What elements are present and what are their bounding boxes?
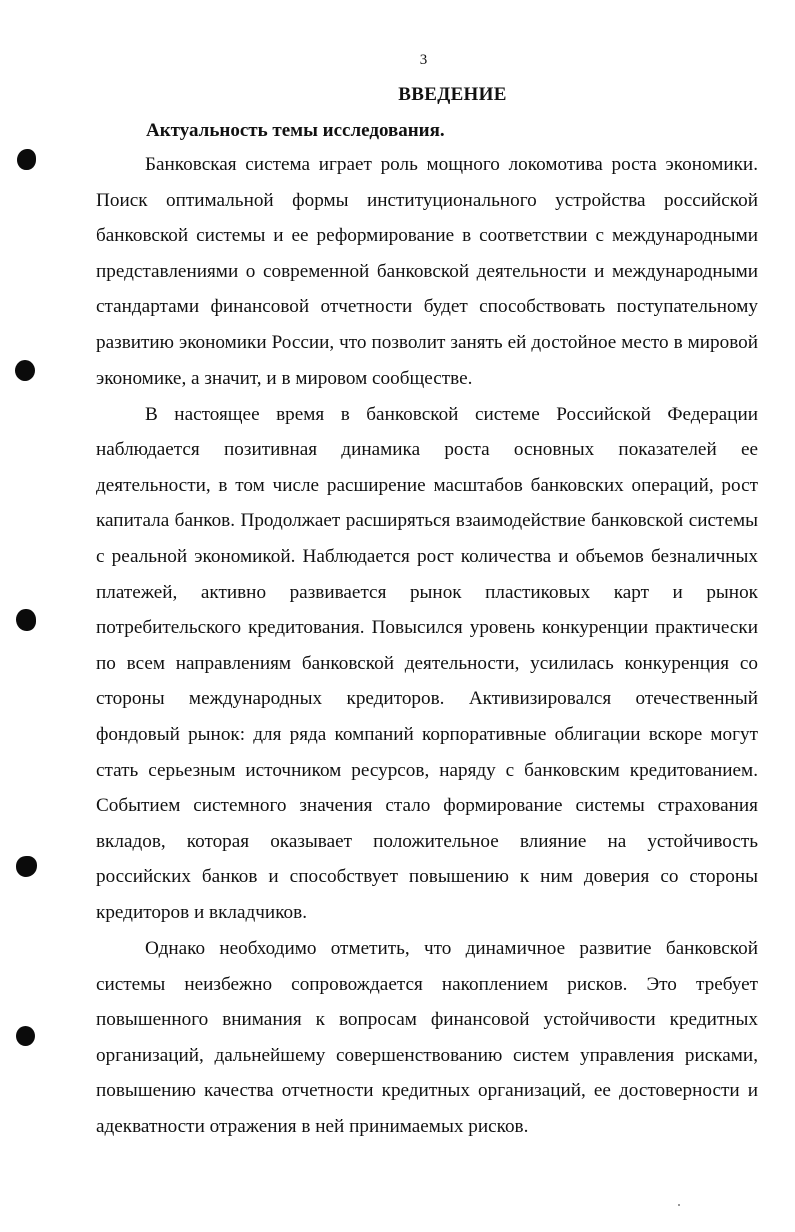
- section-subtitle: Актуальность темы исследования.: [146, 120, 445, 141]
- binder-hole-mark: [16, 1026, 35, 1046]
- body-text: [96, 147, 758, 1145]
- paragraph-3: Однако необходимо отметить, что динамичное развитие банковской системы неизбежно сопровождается накоплением рисков. Это требует повышенного внимания к вопросам финансовой устойчивости кредитных организаций, дальнейшему совершенствованию систем управления рисками, повышению качества отчетности кредитных организаций, ее достоверности и адекватности отражения в ней принимаемых рисков.: [96, 938, 758, 1138]
- binder-hole-mark: [16, 856, 37, 877]
- page-number: 3: [419, 52, 428, 68]
- binder-hole-mark: [15, 360, 35, 381]
- binder-hole-mark: [16, 609, 36, 631]
- paragraph-1: Банковская система играет роль мощного локомотива роста экономики. Поиск оптимальной формы институционального устройства российской банковской системы и ее реформирование в соответствии с международными представлениями о современной банковской деятельности и международными стандартами финансовой отчетности будет способствовать поступательному развитию экономики России, что позволит занять ей достойное место в мировой экономике, а значит, и в мировом сообществе.: [96, 154, 758, 389]
- scan-speck: [678, 1204, 680, 1206]
- page-title: ВВЕДЕНИЕ: [398, 84, 507, 105]
- binder-hole-mark: [17, 149, 36, 170]
- paragraph-2: В настоящее время в банковской системе Российской Федерации наблюдается позитивная динамика роста основных показателей ее деятельности, в том числе расширение масштабов банковских операций, рост капитала банков. Продолжает расширяться взаимодействие банковской системы с реальной экономикой. Наблюдается рост количества и объемов безналичных платежей, активно развивается рынок пластиковых карт и рынок потребительского кредитования. Повысился уровень конкуренции практически по всем направлениям банковской деятельности, усилилась конкуренция со стороны международных кредиторов. Активизировался отечественный фондовый рынок: для ряда компаний корпоративные облигации вскоре могут стать серьезным источником ресурсов, наряду с банковским кредитованием. Событием системного значения стало формирование системы страхования вкладов, которая оказывает положительное влияние на устойчивость российских банков и способствует повышению к ним доверия со стороны кредиторов и вкладчиков.: [96, 403, 758, 923]
